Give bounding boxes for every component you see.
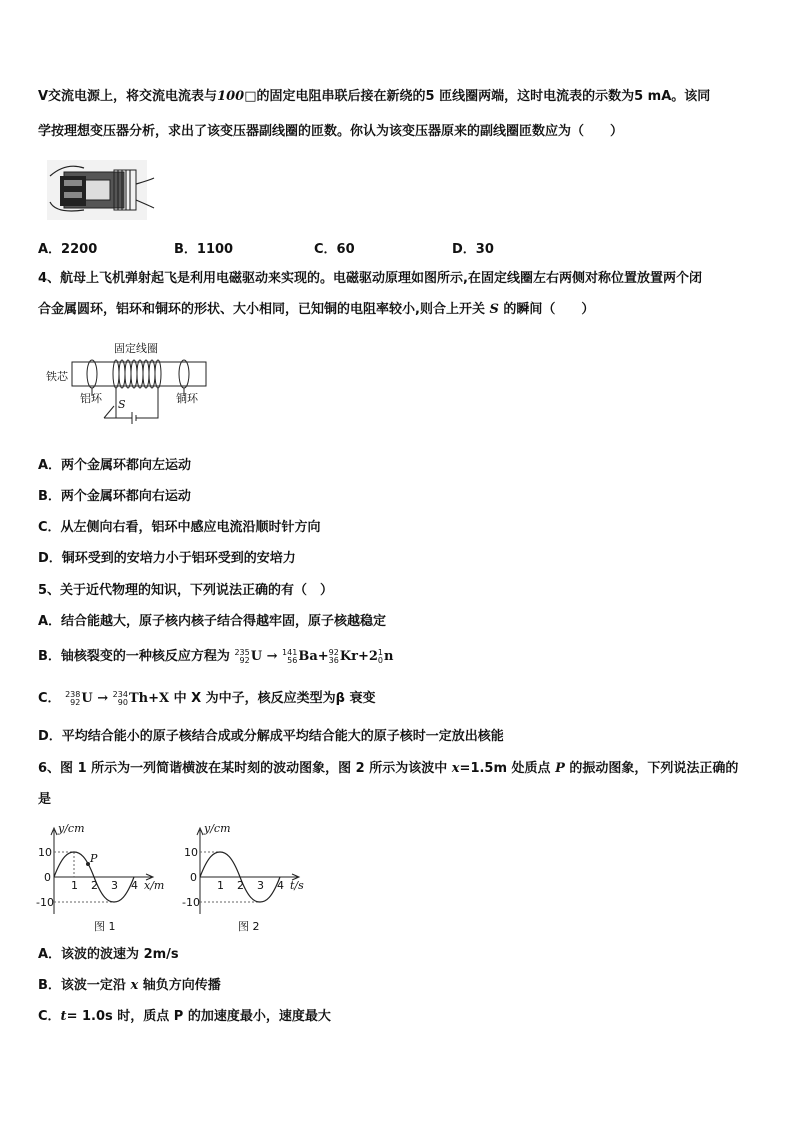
fig1-xlabel: x/m — [144, 879, 165, 892]
q6-option-a[interactable]: A．该波的波速为 2m/s — [38, 947, 179, 962]
coil-figure — [44, 338, 214, 430]
q4-option-a[interactable]: A．两个金属环都向左运动 — [38, 458, 192, 473]
q3-ohm-glyph: □ — [244, 89, 257, 104]
aluminum-ring-label: 铝环 — [80, 392, 102, 405]
q6-stem-line2: 是 — [38, 792, 52, 807]
q3-option-a[interactable]: A．2200 — [38, 242, 98, 257]
q4-stem-line2: 合金属圆环，铝环和铜环的形状、大小相同，已知铜的电阻率较小,则合上开关 S 的瞬间（ ） — [38, 302, 595, 317]
fig1-ylabel: y/cm — [58, 822, 85, 835]
wave-figure-1 — [36, 822, 172, 934]
fig1-ytick-zero: 0 — [44, 871, 51, 884]
fig2-xtick-3: 3 — [257, 879, 264, 892]
coil-label: 固定线圈 — [114, 342, 158, 355]
q5-option-a[interactable]: A．结合能越大，原子核内核子结合得越牢固，原子核越稳定 — [38, 614, 387, 629]
fig1-ytick-top: 10 — [38, 846, 52, 859]
q5-option-d[interactable]: D．平均结合能小的原子核结合成或分解成平均结合能大的原子核时一定放出核能 — [38, 729, 504, 744]
q4-option-d[interactable]: D．铜环受到的安培力小于铝环受到的安培力 — [38, 551, 296, 566]
core-label: 铁芯 — [46, 370, 68, 383]
fig2-xtick-2: 2 — [237, 879, 244, 892]
fig1-xtick-2: 2 — [91, 879, 98, 892]
fig2-ytick-zero: 0 — [190, 871, 197, 884]
fig1-xtick-1: 1 — [71, 879, 78, 892]
q6-option-c[interactable]: C．t= 1.0s 时，质点 P 的加速度最小，速度最大 — [38, 1009, 331, 1024]
q3-option-c[interactable]: C．60 — [314, 242, 355, 257]
fig1-ytick-bottom: -10 — [36, 896, 54, 909]
transformer-figure — [46, 158, 156, 222]
fig2-ytick-top: 10 — [184, 846, 198, 859]
q5-option-b[interactable]: B．铀核裂变的一种核反应方程为 235 92 U → 141 56 Ba+ 92 36 Kr+2 1 0 n — [38, 647, 394, 665]
fig1-point-p: P — [90, 852, 98, 865]
fig2-xtick-4: 4 — [277, 879, 284, 892]
q3-stem-line1: V交流电源上，将交流电流表与100□的固定电阻串联后接在新绕的5 匝线圈两端，这时电流表的示数为5 mA。该同 — [38, 89, 711, 104]
q3-resistance-value: 100 — [217, 89, 245, 104]
q4-option-b[interactable]: B．两个金属环都向右运动 — [38, 489, 191, 504]
fig2-ytick-bottom: -10 — [182, 896, 200, 909]
arrow-icon: → — [97, 691, 109, 706]
copper-ring-label: 铜环 — [176, 392, 198, 405]
arrow-icon: → — [266, 649, 278, 664]
fig1-xtick-3: 3 — [111, 879, 118, 892]
q3-stem-line2: 学按理想变压器分析，求出了该变压器副线圈的匝数。你认为该变压器原来的副线圈匝数应为（ ） — [38, 124, 624, 139]
fig1-xtick-4: 4 — [131, 879, 138, 892]
q4-option-c[interactable]: C．从左侧向右看，铝环中感应电流沿顺时针方向 — [38, 520, 321, 535]
fig2-xlabel: t/s — [290, 879, 304, 892]
switch-label: S — [118, 398, 126, 411]
fig2-xtick-1: 1 — [217, 879, 224, 892]
q3-option-b[interactable]: B．1100 — [174, 242, 234, 257]
q4-stem-line1: 4、航母上飞机弹射起飞是利用电磁驱动来实现的。电磁驱动原理如图所示,在固定线圈左右两侧对称位置放置两个闭 — [38, 271, 702, 286]
q3-option-d[interactable]: D．30 — [452, 242, 494, 257]
fig2-caption: 图 2 — [238, 920, 260, 933]
q5-stem: 5、关于近代物理的知识，下列说法正确的有（ ） — [38, 583, 334, 598]
fig1-caption: 图 1 — [94, 920, 116, 933]
fig2-ylabel: y/cm — [204, 822, 231, 835]
q6-option-b[interactable]: B．该波一定沿 x 轴负方向传播 — [38, 978, 221, 993]
q6-stem-line1: 6、图 1 所示为一列简谐横波在某时刻的波动图象，图 2 所示为该波中 x=1.5m 处质点 P 的振动图象，下列说法正确的 — [38, 761, 739, 776]
q5-option-c[interactable]: C． 238 92 U → 234 90 Th+X 中 X 为中子，核反应类型为β 衰变 — [38, 689, 376, 707]
wave-figure-2 — [176, 822, 312, 934]
